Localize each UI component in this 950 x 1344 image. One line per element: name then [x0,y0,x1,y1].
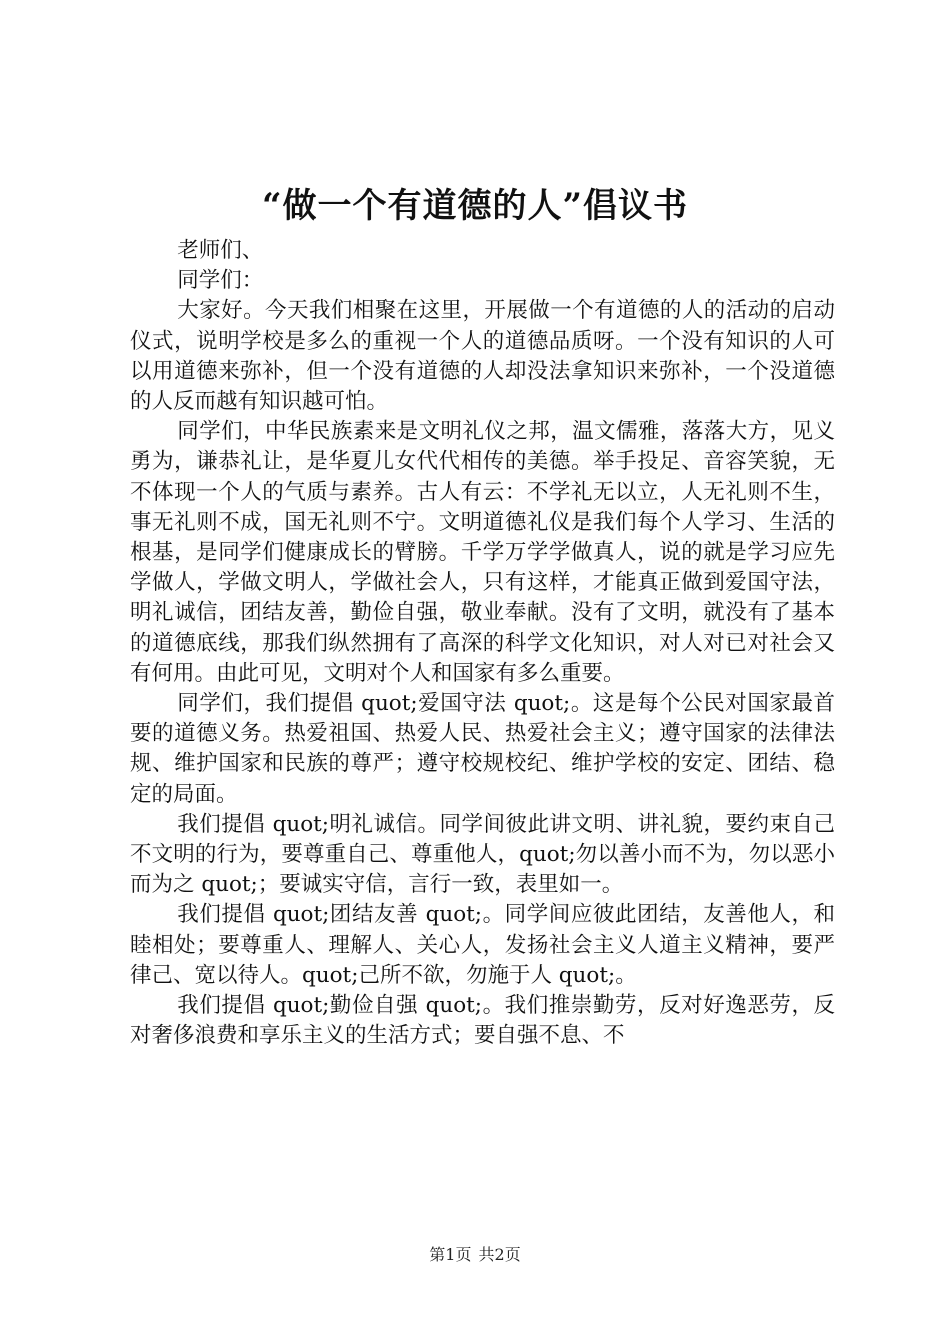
paragraph-intro: 大家好。今天我们相聚在这里，开展做一个有道德的人的活动的启动仪式，说明学校是多么的重视一个人的道德品质呀。一个没有知识的人可以用道德来弥补，但一个没有道德的人却没法拿知识来弥补，一个没道德的人反而越有知识越可怕。 [130,298,835,415]
page-footer [0,1244,950,1266]
paragraph-unity: 我们提倡 quot;团结友善 quot;。同学间应彼此团结，友善他人，和睦相处；要尊重人、理解人、关心人，发扬社会主义人道主义精神，要严律己、宽以待人。quot;己所不欲，勿施于人 quot;。 [130,902,835,988]
salutation-students: 同学们： [177,268,264,294]
paragraph-etiquette: 同学们，中华民族素来是文明礼仪之邦，温文儒雅，落落大方，见义勇为，谦恭礼让，是华夏儿女代代相传的美德。举手投足、音容笑貌，无不体现一个人的气质与素养。古人有云：不学礼无以立，人无礼则不生，事无礼则不成，国无礼则不宁。文明道德礼仪是我们每个人学习、生活的根基，是同学们健康成长的臂膀。千学万学学做真人，说的就是学习应先学做人，学做文明人，学做社会人，只有这样，才能真正做到爱国守法，明礼诚信，团结友善，勤俭自强，敬业奉献。没有了文明，就没有了基本的道德底线，那我们纵然拥有了高深的科学文化知识，对人对已对社会又有何用。由此可见，文明对个人和国家有多么重要。 [130,419,835,686]
salutation-teachers: 老师们、 [177,238,264,263]
document-title: “做一个有道德的人”倡议书 [261,186,689,226]
page-number: 第1页 [429,1245,472,1264]
paragraph-patriotism: 同学们，我们提倡 quot;爱国守法 quot;。这是每个公民对国家最首要的道德义务。热爱祖国、热爱人民、热爱社会主义；遵守国家的法律法规、维护国家和民族的尊严；遵守校规校纪、维护学校的安定、团结、稳定的局面。 [130,691,835,807]
page-total: 共2页 [478,1245,521,1264]
paragraph-courtesy: 我们提倡 quot;明礼诚信。同学间彼此讲文明、讲礼貌，要约束自己不文明的行为，要尊重自己、尊重他人，quot;勿以善小而不为，勿以恶小而为之 quot;；要诚实守信，言行一致，表里如一。 [130,811,835,898]
document-body [130,236,835,1051]
paragraph-diligence: 我们提倡 quot;勤俭自强 quot;。我们推崇勤劳，反对好逸恶劳，反对奢侈浪费和享乐主义的生活方式；要自强不息、不 [130,993,835,1049]
